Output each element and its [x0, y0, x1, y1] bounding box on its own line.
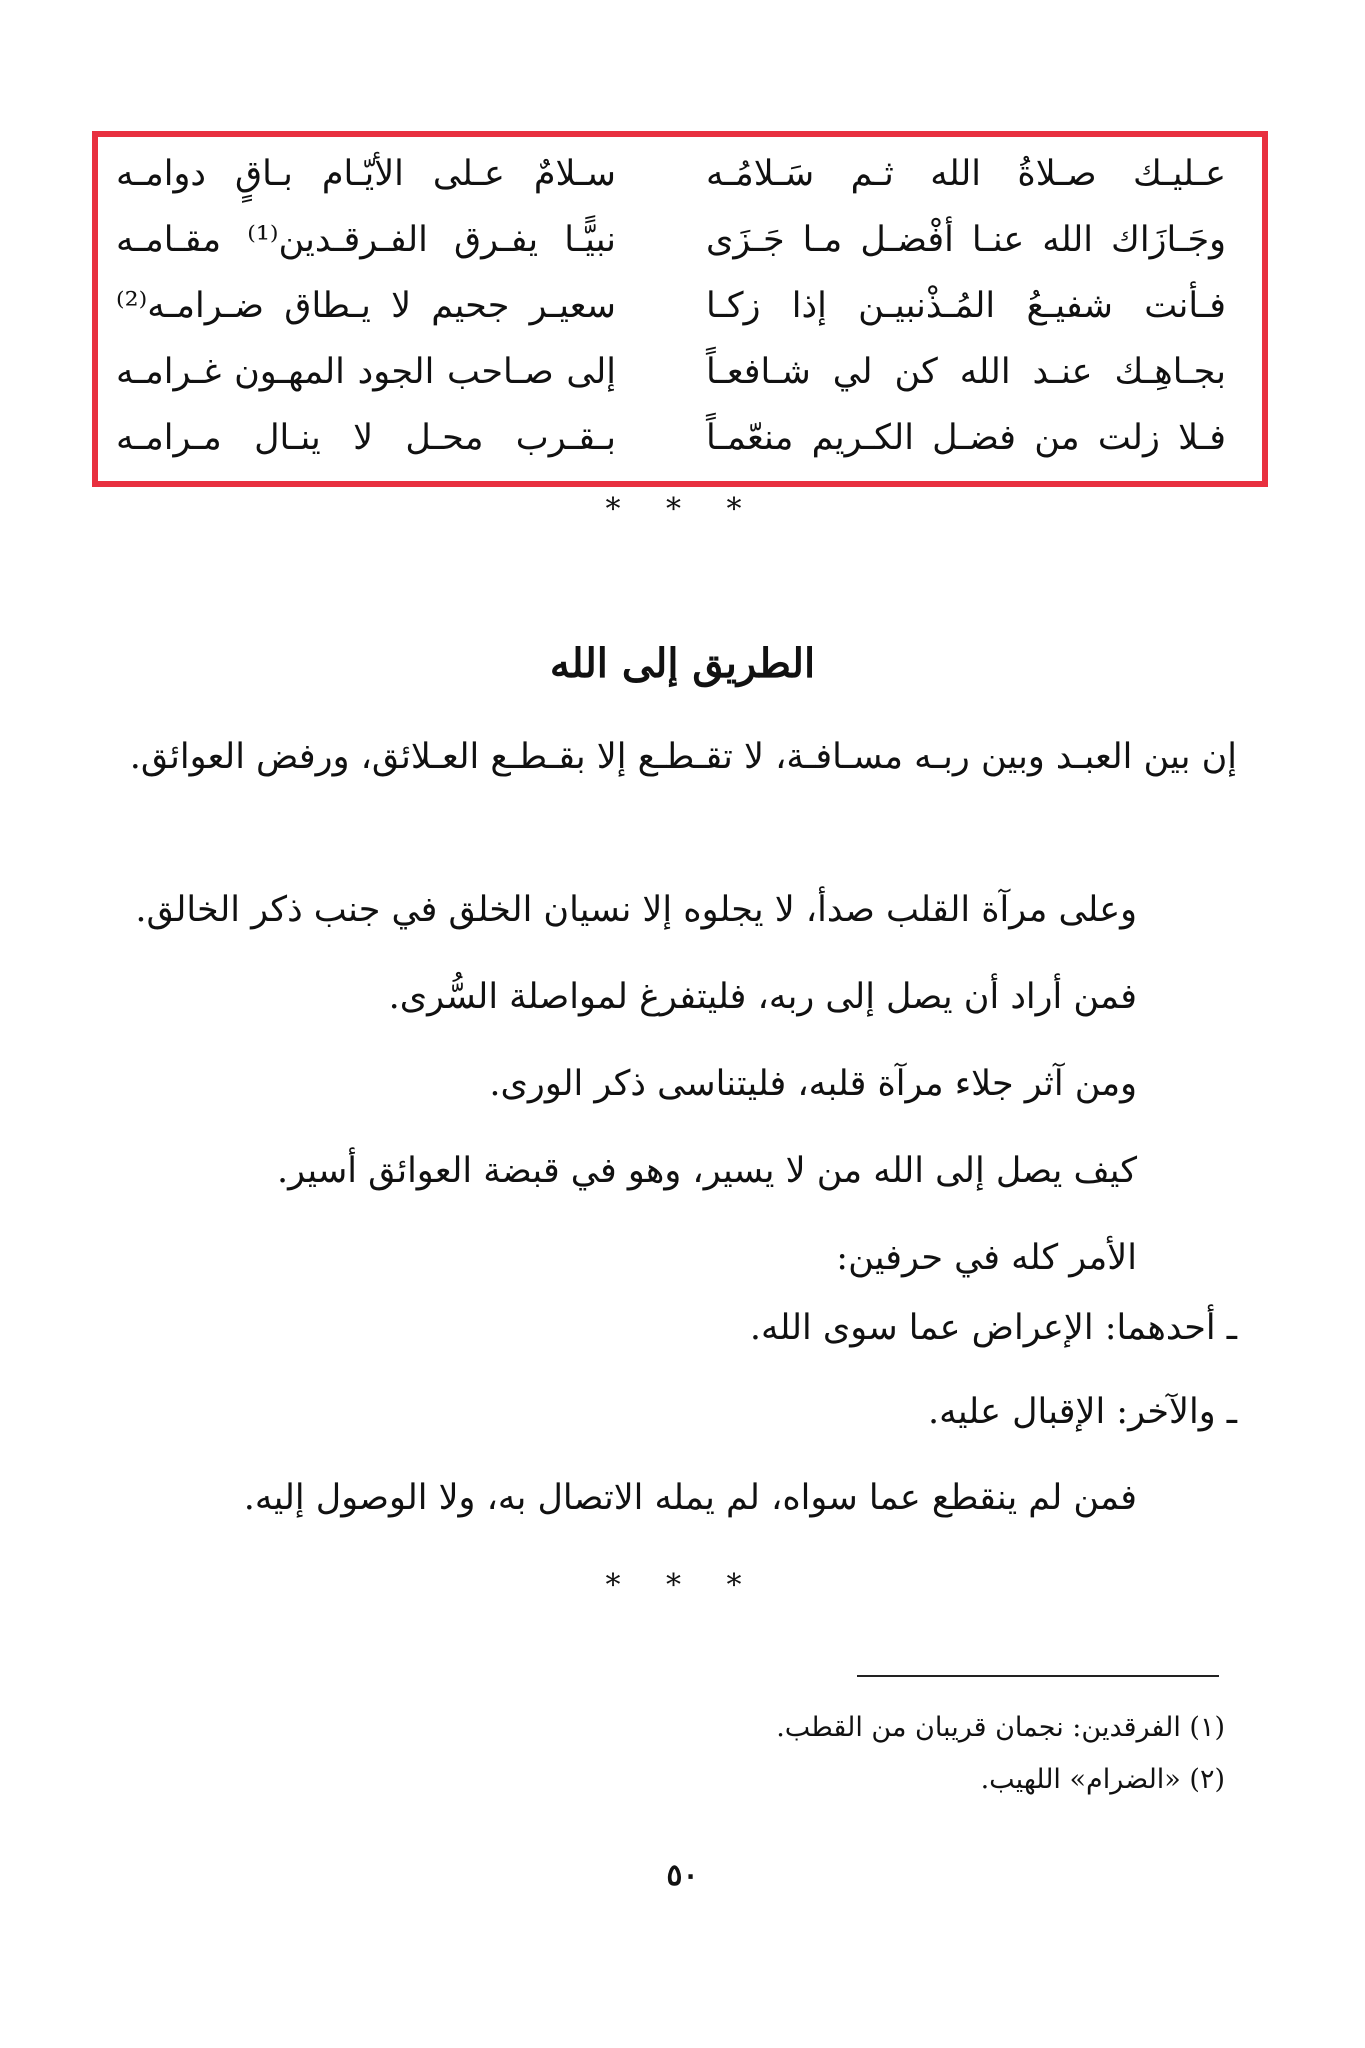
poem-verse [98, 273, 1262, 339]
footnote-divider [857, 1675, 1219, 1677]
list-item: ـ أحدهما: الإعراض عما سوى الله. [749, 1308, 1237, 1348]
section-title: الطريق إلى الله [549, 640, 816, 687]
verse-second-hemistich: بـقـرب محـل لا ينـال مـرامـه [116, 418, 616, 458]
verse-second-hemistich: إلى صـاحب الجود المهـون غـرامـه [116, 352, 616, 392]
verse-second-hemistich: نبيًّـا يفـرق الفـرقـدين⁽¹⁾ مقـامـه [116, 220, 616, 260]
poem-verse [98, 207, 1262, 273]
body-paragraph: الأمر كله في حرفين: [836, 1238, 1137, 1278]
verse-first-hemistich: فـلا زلت من فضـل الكـريم منعّمـاً [706, 418, 1226, 458]
verse-second-hemistich: سـلامٌ عـلى الأيّـام بـاقٍ دوامـه [116, 154, 616, 194]
body-paragraph: وعلى مرآة القلب صدأ، لا يجلوه إلا نسيان الخلق في جنب ذكر الخالق. [135, 890, 1137, 930]
verse-first-hemistich: فـأنت شفيـعُ المُـذْنبيـن إذا زكـا [706, 286, 1226, 326]
poem-verse [98, 405, 1262, 471]
body-paragraph: كيف يصل إلى الله من لا يسير، وهو في قبضة العوائق أسير. [276, 1151, 1137, 1191]
footnote: (١) الفرقدين: نجمان قريبان من القطب. [776, 1712, 1225, 1743]
verse-first-hemistich: عـليـك صـلاةُ الله ثـم سَـلامُـه [706, 154, 1226, 194]
poem-highlight-box [92, 131, 1268, 487]
intro-paragraph: إن بين العبـد وبين ربـه مسـافـة، لا تقـطـع إلا بقـطـع العـلائق، ورفض العوائق. [129, 737, 1237, 777]
body-paragraph: ومن آثر جلاء مرآة قلبه، فليتناسى ذكر الورى. [489, 1064, 1137, 1104]
verse-first-hemistich: بجـاهِـك عنـد الله كن لي شـافعـاً [706, 352, 1226, 392]
page-number: ٥٠ [666, 1858, 699, 1893]
body-paragraph: فمن أراد أن يصل إلى ربه، فليتفرغ لمواصلة السُّرى. [388, 977, 1137, 1017]
list-item: ـ والآخر: الإقبال عليه. [928, 1392, 1237, 1432]
poem-verse [98, 141, 1262, 207]
section-separator: * * * [605, 492, 760, 527]
poem-verse [98, 339, 1262, 405]
footnote: (٢) «الضرام» اللهيب. [980, 1764, 1225, 1795]
verse-first-hemistich: وجَـازَاك الله عنـا أفْضـل مـا جَـزَى [706, 220, 1226, 260]
closing-paragraph: فمن لم ينقطع عما سواه، لم يمله الاتصال به، ولا الوصول إليه. [243, 1478, 1137, 1518]
section-separator: * * * [605, 1568, 760, 1603]
verse-second-hemistich: سعيـر جحيم لا يـطاق ضـرامـه⁽²⁾ [116, 286, 616, 326]
